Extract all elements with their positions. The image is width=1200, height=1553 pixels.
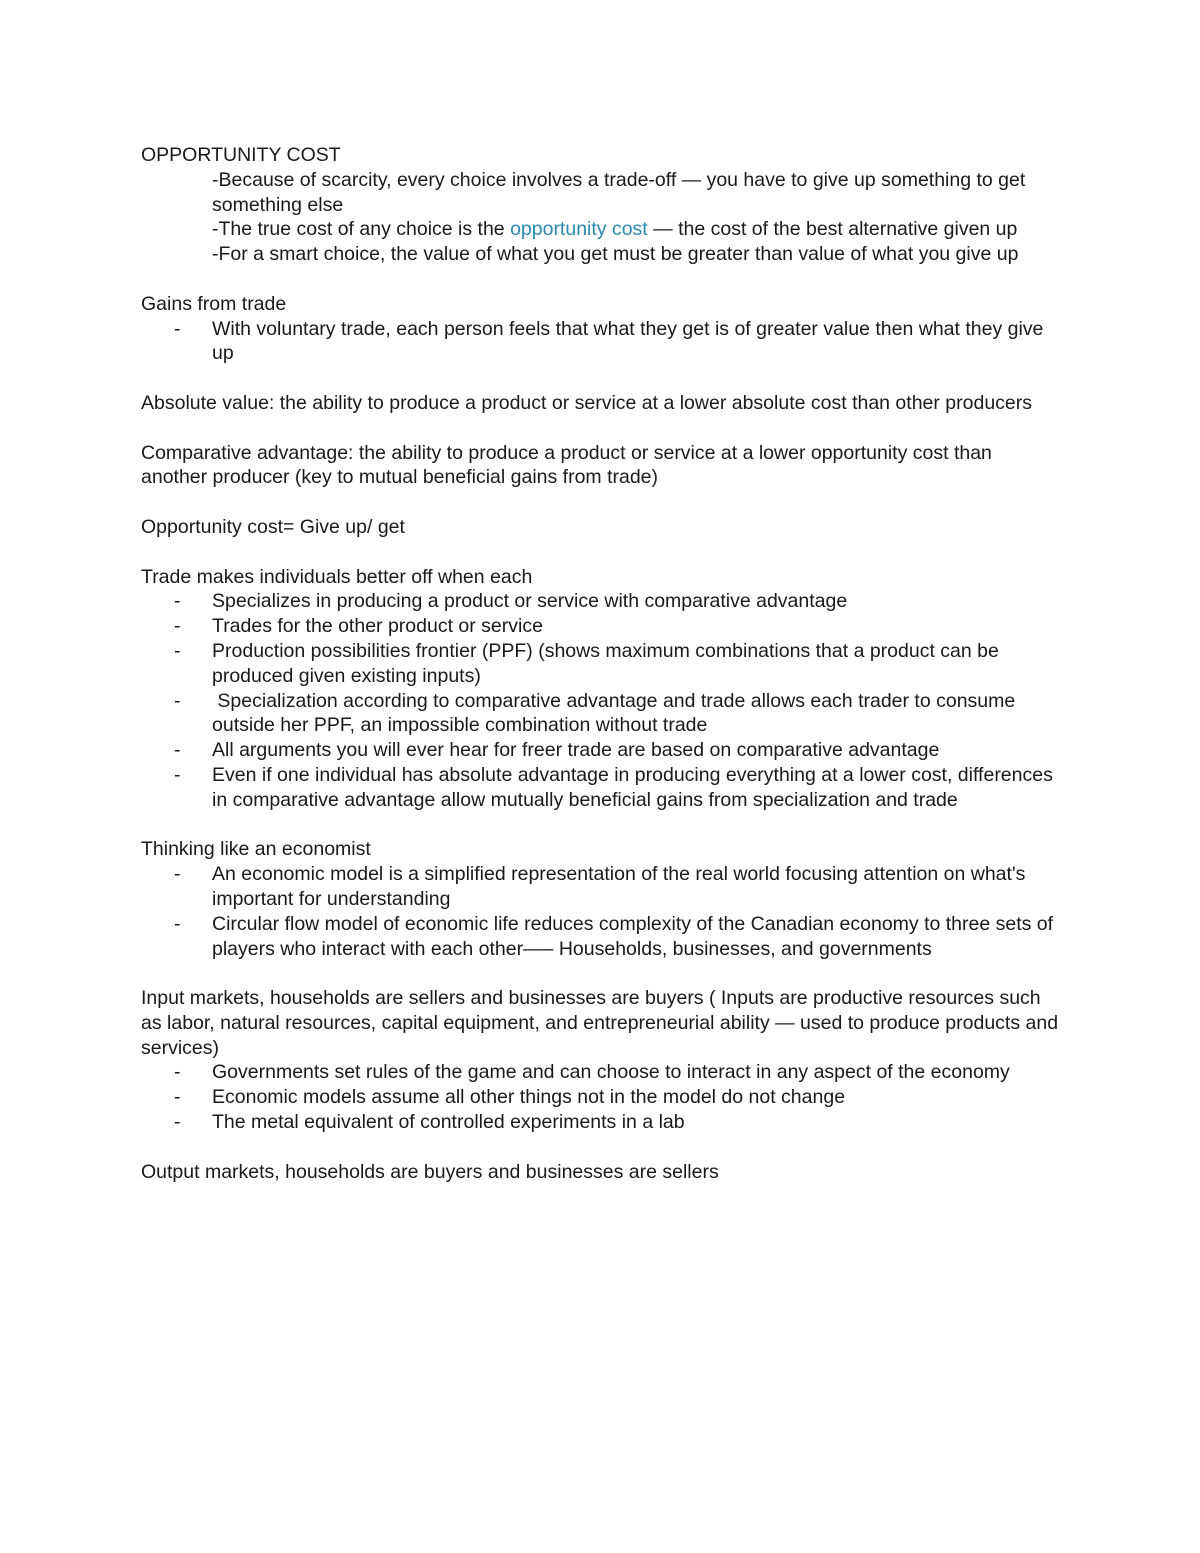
list-item bbox=[141, 317, 1061, 367]
list-item-text: Trades for the other product or service bbox=[212, 615, 543, 638]
list-item bbox=[141, 862, 1061, 912]
trade-list bbox=[141, 589, 1061, 812]
economist-title: Thinking like an economist bbox=[141, 838, 371, 861]
dash-bullet: - bbox=[174, 689, 181, 712]
gains-title: Gains from trade bbox=[141, 292, 287, 315]
intro-line-3: -For a smart choice, the value of what you get must be greater than value of what you give up bbox=[212, 243, 1019, 266]
list-item bbox=[141, 589, 1061, 614]
dash-bullet: - bbox=[174, 317, 181, 340]
dash-bullet: - bbox=[174, 615, 181, 638]
trade-title: Trade makes individuals better off when each bbox=[141, 565, 533, 588]
comparative-advantage-paragraph: Comparative advantage: the ability to produce a product or service at a lower opportunity cost than another producer (key to mutual beneficial gains from trade) bbox=[141, 441, 992, 489]
dash-bullet: - bbox=[174, 1111, 181, 1134]
list-item bbox=[141, 689, 1061, 739]
list-item-text: Governments set rules of the game and can choose to interact in any aspect of the economy bbox=[212, 1061, 1010, 1084]
gains-list bbox=[141, 317, 1061, 367]
absolute-value-paragraph: Absolute value: the ability to produce a product or service at a lower absolute cost than other producers bbox=[141, 391, 1033, 414]
list-item-text: Specialization according to comparative advantage and trade allows each trader to consume outside her PPF, an impossible combination without trade bbox=[212, 689, 1021, 737]
dash-bullet: - bbox=[174, 639, 181, 662]
list-item-text: Specializes in producing a product or service with comparative advantage bbox=[212, 590, 848, 613]
dash-bullet: - bbox=[174, 763, 181, 786]
dash-bullet: - bbox=[174, 739, 181, 762]
list-item bbox=[141, 639, 1061, 689]
list-item-text: All arguments you will ever hear for freer trade are based on comparative advantage bbox=[212, 739, 940, 762]
list-item-text: An economic model is a simplified representation of the real world focusing attention on what's important for understanding bbox=[212, 863, 1026, 910]
intro-line-2-before: -The true cost of any choice is the bbox=[212, 218, 511, 241]
list-item bbox=[141, 1110, 1061, 1135]
formula-line: Opportunity cost= Give up/ get bbox=[141, 515, 405, 538]
list-item bbox=[141, 738, 1061, 763]
economist-list bbox=[141, 862, 1061, 961]
section-heading: OPPORTUNITY COST bbox=[141, 144, 341, 166]
list-item-text: The metal equivalent of controlled experiments in a lab bbox=[212, 1111, 685, 1134]
list-item bbox=[141, 763, 1061, 813]
dash-bullet: - bbox=[174, 590, 181, 613]
dash-bullet: - bbox=[174, 863, 181, 886]
list-item bbox=[141, 1085, 1061, 1110]
input-markets-paragraph: Input markets, households are sellers and businesses are buyers ( Inputs are productive resources such as labor, natural resources, capital equipment, and entrepreneurial ability — used to produce products and services) bbox=[141, 987, 1059, 1059]
output-markets-paragraph: Output markets, households are buyers and businesses are sellers bbox=[141, 1160, 719, 1183]
list-item-text: With voluntary trade, each person feels that what they get is of greater value then what they give up bbox=[212, 317, 1044, 365]
list-item bbox=[141, 912, 1061, 962]
document-page bbox=[141, 143, 1061, 1184]
dash-bullet: - bbox=[174, 1061, 181, 1084]
dash-bullet: - bbox=[174, 1086, 181, 1109]
input-markets-list bbox=[141, 1060, 1061, 1134]
list-item bbox=[141, 1060, 1061, 1085]
intro-line-2-after: — the cost of the best alternative given up bbox=[647, 218, 1018, 241]
intro-line-1: -Because of scarcity, every choice involves a trade-off — you have to give up something to get something else bbox=[212, 168, 1026, 216]
list-item bbox=[141, 614, 1061, 639]
list-item-text: Even if one individual has absolute advantage in producing everything at a lower cost, differences in comparative advantage allow mutually beneficial gains from specialization and trade bbox=[212, 763, 1053, 811]
opportunity-cost-link[interactable]: opportunity cost bbox=[510, 218, 648, 241]
intro-line-2 bbox=[141, 217, 1061, 242]
list-item-text: Production possibilities frontier (PPF) (shows maximum combinations that a product can be produced given existing inputs) bbox=[212, 639, 999, 687]
dash-bullet: - bbox=[174, 912, 181, 935]
list-item-text: Circular flow model of economic life reduces complexity of the Canadian economy to three sets of players who interact with each other—– Households, businesses, and governments bbox=[212, 912, 1054, 960]
list-item-text: Economic models assume all other things not in the model do not change bbox=[212, 1086, 846, 1109]
